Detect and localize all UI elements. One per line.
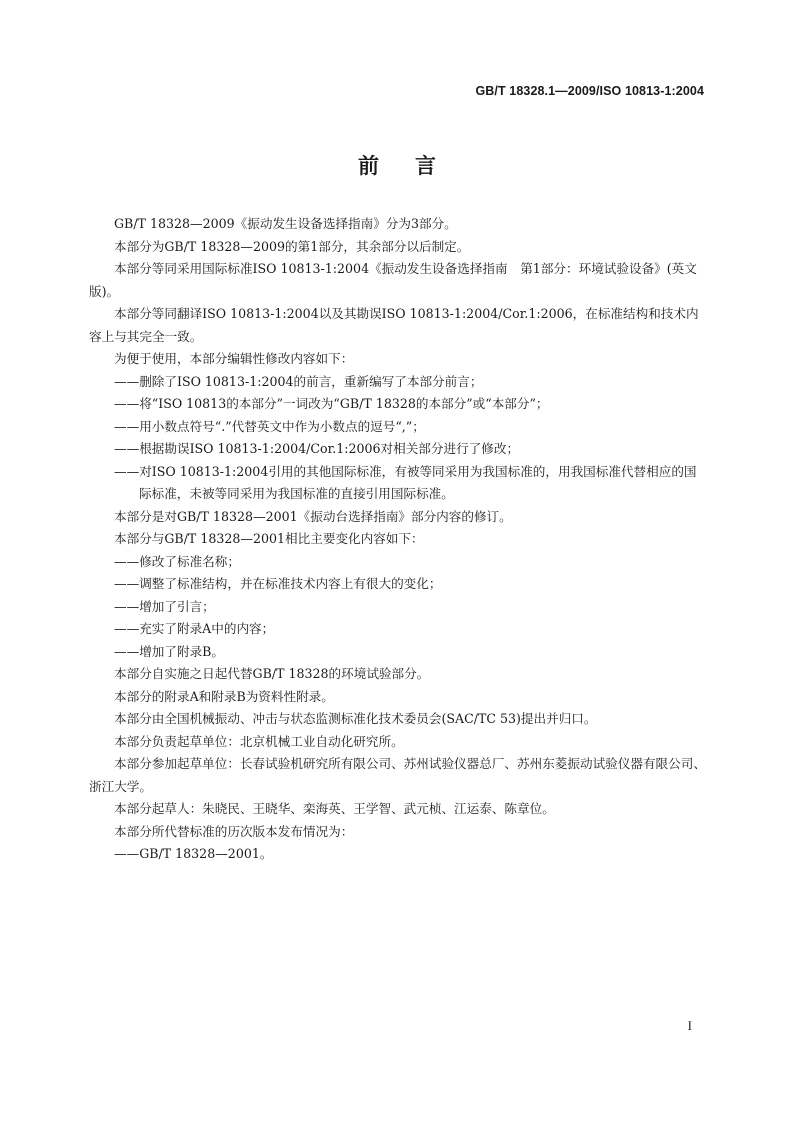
- list-item: ——将“ISO 10813的本部分”一词改为“GB/T 18328的本部分”或“本部分”；: [114, 396, 549, 411]
- paragraph: GB/T 18328—2009《振动发生设备选择指南》分为3部分。: [114, 216, 457, 231]
- foreword-body: [89, 213, 706, 866]
- list-item: ——修改了标准名称；: [114, 553, 240, 569]
- list-item: ——删除了ISO 10813-1:2004的前言，重新编写了本部分前言；: [114, 373, 483, 389]
- list-item: ——充实了附录A中的内容；: [114, 621, 275, 636]
- paragraph: 本部分的附录A和附录B为资料性附录。: [114, 688, 334, 704]
- paragraph: 本部分等同翻译ISO 10813-1:2004以及其勘误ISO 10813-1:2004/Cor.1:2006，在标准结构和技术内容上与其完全一致。: [89, 306, 699, 344]
- paragraph: 本部分等同采用国际标准ISO 10813-1:2004《振动发生设备选择指南 第1部分：环境试验设备》(英文版)。: [89, 261, 697, 299]
- list-item: ——增加了引言；: [114, 598, 215, 614]
- list-item: ——对ISO 10813-1:2004引用的其他国际标准，有被等同采用为我国标准的，用我国标准代替相应的国际标准，未被等同采用为我国标准的直接引用国际标准。: [114, 463, 697, 501]
- paragraph: 为便于使用，本部分编辑性修改内容如下：: [114, 351, 354, 366]
- paragraph: 本部分为GB/T 18328—2009的第1部分，其余部分以后制定。: [114, 238, 470, 254]
- list-item: ——用小数点符号“.”代替英文中作为小数点的逗号“,”；: [114, 418, 425, 434]
- paragraph: 本部分负责起草单位：北京机械工业自动化研究所。: [114, 733, 404, 749]
- paragraph: 本部分所代替标准的历次版本发布情况为：: [114, 823, 354, 839]
- paragraph: 本部分由全国机械振动、冲击与状态监测标准化技术委员会(SAC/TC 53)提出并归口。: [114, 711, 597, 726]
- standard-code: GB/T 18328.1—2009/ISO 10813-1:2004: [475, 84, 704, 98]
- paragraph: 本部分与GB/T 18328—2001相比主要变化内容如下：: [114, 531, 424, 546]
- page-title: 前言: [358, 154, 472, 178]
- list-item: ——GB/T 18328—2001。: [114, 846, 273, 861]
- page-number: I: [687, 1018, 692, 1033]
- paragraph: 本部分参加起草单位：长春试验机研究所有限公司、苏州试验仪器总厂、苏州东菱振动试验仪器有限公司、浙江大学。: [89, 756, 706, 794]
- paragraph: 本部分是对GB/T 18328—2001《振动台选择指南》部分内容的修订。: [114, 508, 512, 524]
- list-item: ——根据勘误ISO 10813-1:2004/Cor.1:2006对相关部分进行了修改；: [114, 441, 520, 456]
- paragraph: 本部分起草人：朱晓民、王晓华、栾海英、王学智、武元桢、江运泰、陈章位。: [114, 801, 555, 816]
- list-item: ——调整了标准结构，并在标准技术内容上有很大的变化；: [114, 576, 442, 591]
- paragraph: 本部分自实施之日起代替GB/T 18328的环境试验部分。: [114, 666, 430, 681]
- list-item: ——增加了附录B。: [114, 643, 225, 659]
